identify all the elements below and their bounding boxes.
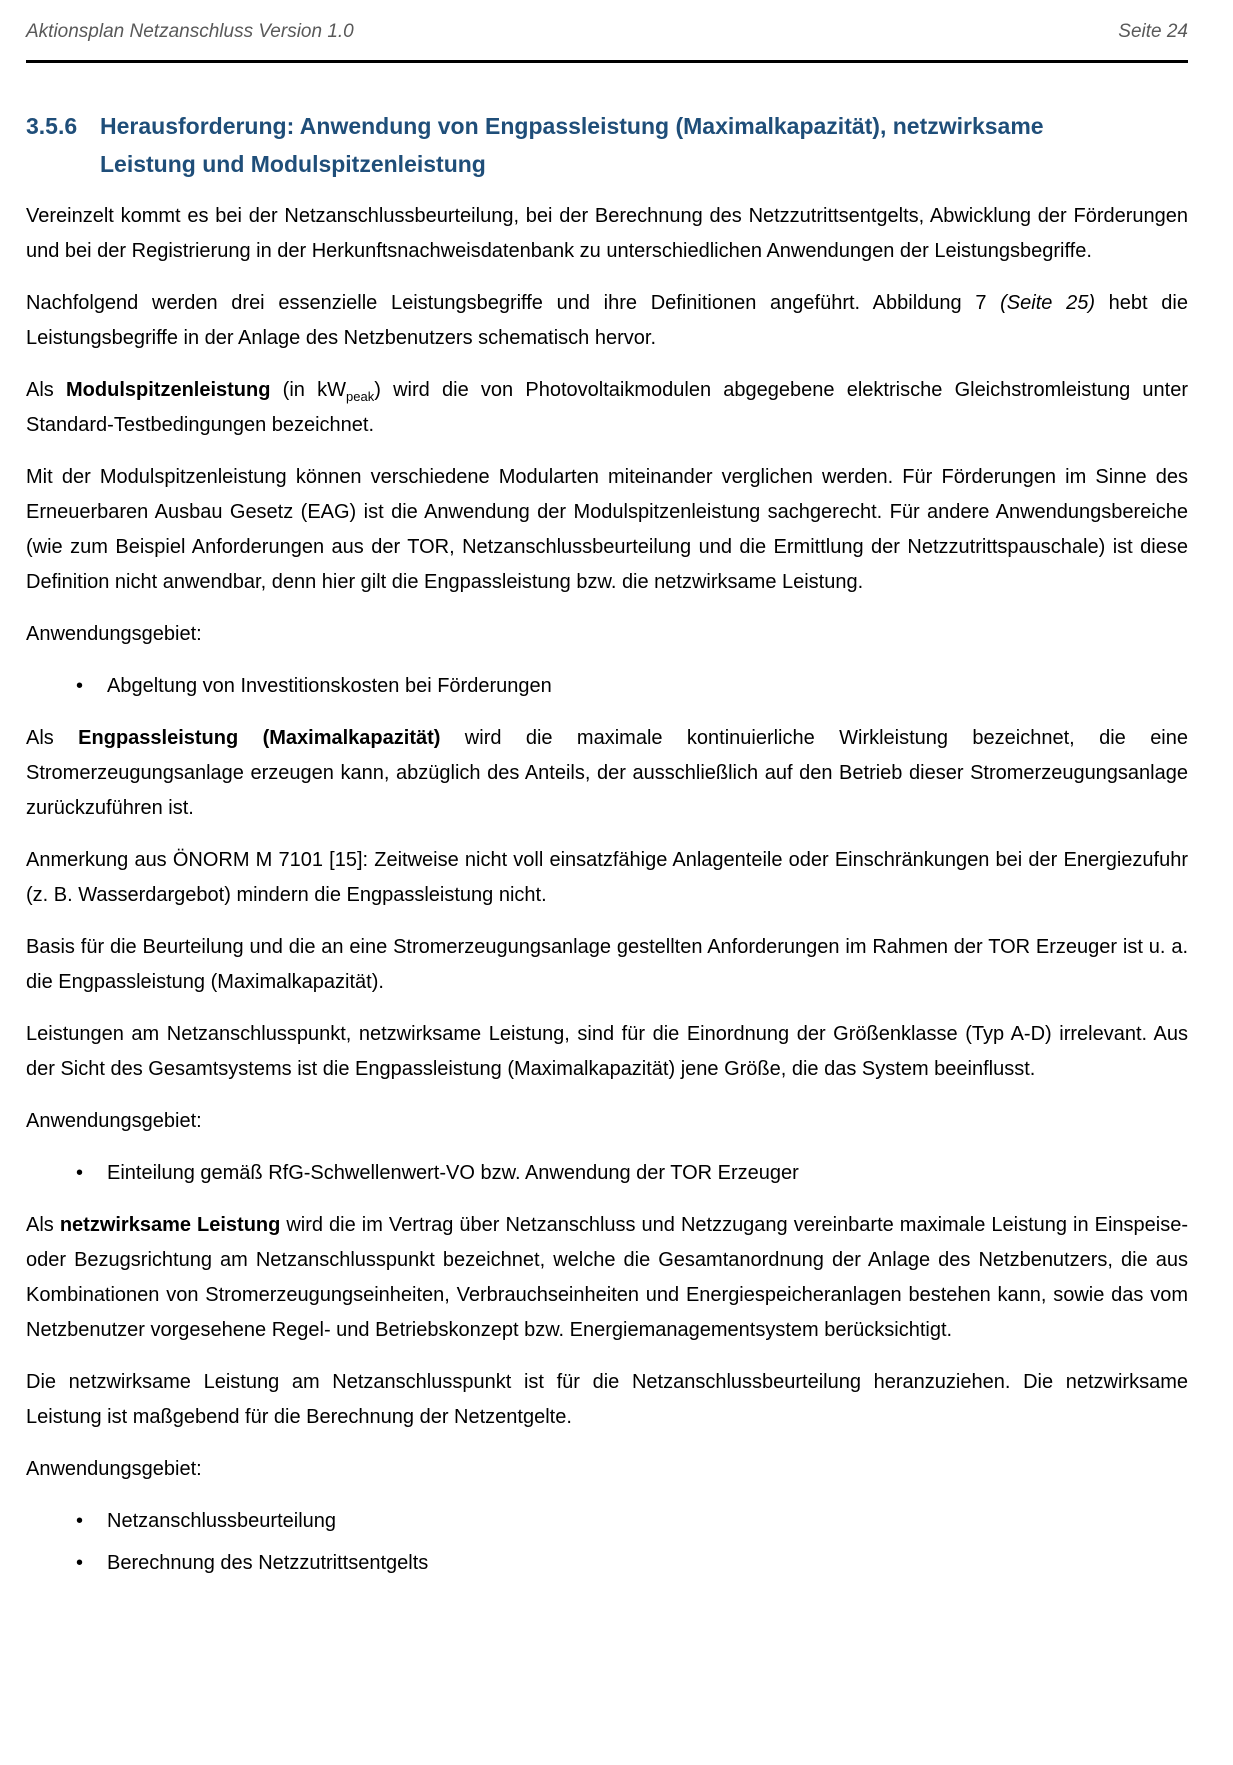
paragraph: Als Modulspitzenleistung (in $kW_{peak}$) wird die von Photovoltaikmodulen abgegebene elektrische Gleichstromleistung unter Standard-Testbedingungen bezeichnet. — [26, 379, 1189, 436]
bullet-list — [26, 669, 1188, 704]
paragraph: Mit der Modulspitzenleistung können verschiedene Modularten miteinander verglichen werden. Für Förderungen im Sinne des Erneuerbaren Ausbau Gesetz (EAG) ist die Anwendung der Modulspitzenleistung sachgerecht. Für andere Anwendungsbereiche (wie zum Beispiel Anforderungen aus der TOR, Netzanschlussbeurteilung und die Ermittlung der Netzzutrittspauschale) ist diese Definition nicht anwendbar, denn hier gilt die Engpassleistung bzw. die netzwirksame Leistung. — [26, 466, 1188, 593]
heading-title: Herausforderung: Anwendung von Engpassleistung (Maximalkapazität), netzwirksame Leistung und Modulspitzenleistung — [100, 113, 1044, 177]
paragraph: Als Engpassleistung (Maximalkapazität) wird die maximale kontinuierliche Wirkleistung bezeichnet, die eine Stromerzeugungsanlage erzeugen kann, abzüglich des Anteils, der ausschließlich auf den Betrieb dieser Stromerzeugungsanlage zurückzuführen ist. — [26, 727, 1188, 819]
heading-number: 3.5.6 — [26, 113, 78, 139]
header-rule — [26, 60, 1188, 63]
italic-text: (Seite 25) — [1000, 292, 1095, 314]
list-item — [26, 669, 1188, 704]
list-item-text: Einteilung gemäß RfG-Schwellenwert-VO bzw. Anwendung der TOR Erzeuger — [107, 1162, 799, 1184]
bullet-list — [26, 1156, 1188, 1191]
bullet-icon — [76, 669, 83, 704]
paragraph: Vereinzelt kommt es bei der Netzanschlussbeurteilung, bei der Berechnung des Netzzutrittsentgelts, Abwicklung der Förderungen und bei der Registrierung in der Herkunftsnachweisdatenbank zu unterschiedlichen Anwendungen der Leistungsbegriffe. — [26, 205, 1188, 262]
section-heading — [26, 107, 1188, 183]
paragraph: Anwendungsgebiet: — [26, 623, 202, 645]
paragraph: Die netzwirksame Leistung am Netzanschlusspunkt ist für die Netzanschlussbeurteilung heranzuziehen. Die netzwirksame Leistung ist maßgebend für die Berechnung der Netzentgelte. — [26, 1371, 1188, 1428]
list-item-text: Netzanschlussbeurteilung — [107, 1510, 337, 1532]
page-number: Seite 24 — [1118, 21, 1188, 42]
paragraph: Als netzwirksame Leistung wird die im Vertrag über Netzanschluss und Netzzugang vereinbarte maximale Leistung in Einspeise- oder Bezugsrichtung am Netzanschlusspunkt bezeichnet, welche die Gesamtanordnung der Anlage des Netzbenutzers, die aus Kombinationen von Stromerzeugungseinheiten, Verbrauchseinheiten und Energiespeicheranlagen bestehen kann, sowie das vom Netzbenutzer vorgesehene Regel- und Betriebskonzept bzw. Energiemanagementsystem berücksichtigt. — [26, 1214, 1188, 1341]
page-header — [26, 20, 1188, 44]
list-item-text: Berechnung des Netzzutrittsentgelts — [107, 1552, 429, 1574]
bullet-icon — [76, 1504, 83, 1539]
bullet-icon — [76, 1156, 83, 1191]
paragraph: Anmerkung aus ÖNORM M 7101 [15]: Zeitweise nicht voll einsatzfähige Anlagenteile oder Einschränkungen bei der Energiezufuhr (z. B. Wasserdargebot) mindern die Engpassleistung nicht. — [26, 849, 1188, 906]
running-header-title: Aktionsplan Netzanschluss Version 1.0 — [26, 21, 354, 42]
paragraph: Nachfolgend werden drei essenzielle Leistungsbegriffe und ihre Definitionen angeführt. Abbildung 7 (Seite 25) hebt die Leistungsbegriffe in der Anlage des Netzbenutzers schematisch hervor. — [26, 292, 1188, 349]
paragraph: Anwendungsgebiet: — [26, 1110, 202, 1132]
list-item-text: Abgeltung von Investitionskosten bei Förderungen — [107, 675, 552, 697]
bold-term: netzwirksame Leistung — [59, 1214, 281, 1236]
list-item — [26, 1546, 1188, 1581]
bold-term: Engpassleistung (Maximalkapazität) — [78, 727, 441, 749]
paragraph: Leistungen am Netzanschlusspunkt, netzwirksame Leistung, sind für die Einordnung der Größenklasse (Typ A-D) irrelevant. Aus der Sicht des Gesamtsystems ist die Engpassleistung (Maximalkapazität) jene Größe, die das System beeinflusst. — [26, 1023, 1188, 1080]
list-item — [26, 1156, 1188, 1191]
bullet-icon — [76, 1546, 83, 1581]
paragraph: Basis für die Beurteilung und die an eine Stromerzeugungsanlage gestellten Anforderungen im Rahmen der TOR Erzeuger ist u. a. die Engpassleistung (Maximalkapazität). — [26, 936, 1188, 993]
list-item — [26, 1504, 1188, 1539]
page-body — [26, 199, 1188, 1581]
paragraph: Anwendungsgebiet: — [26, 1458, 202, 1480]
subscript-text: peak — [346, 389, 375, 404]
bold-term: Modulspitzenleistung — [66, 379, 271, 401]
bullet-list — [26, 1504, 1188, 1581]
